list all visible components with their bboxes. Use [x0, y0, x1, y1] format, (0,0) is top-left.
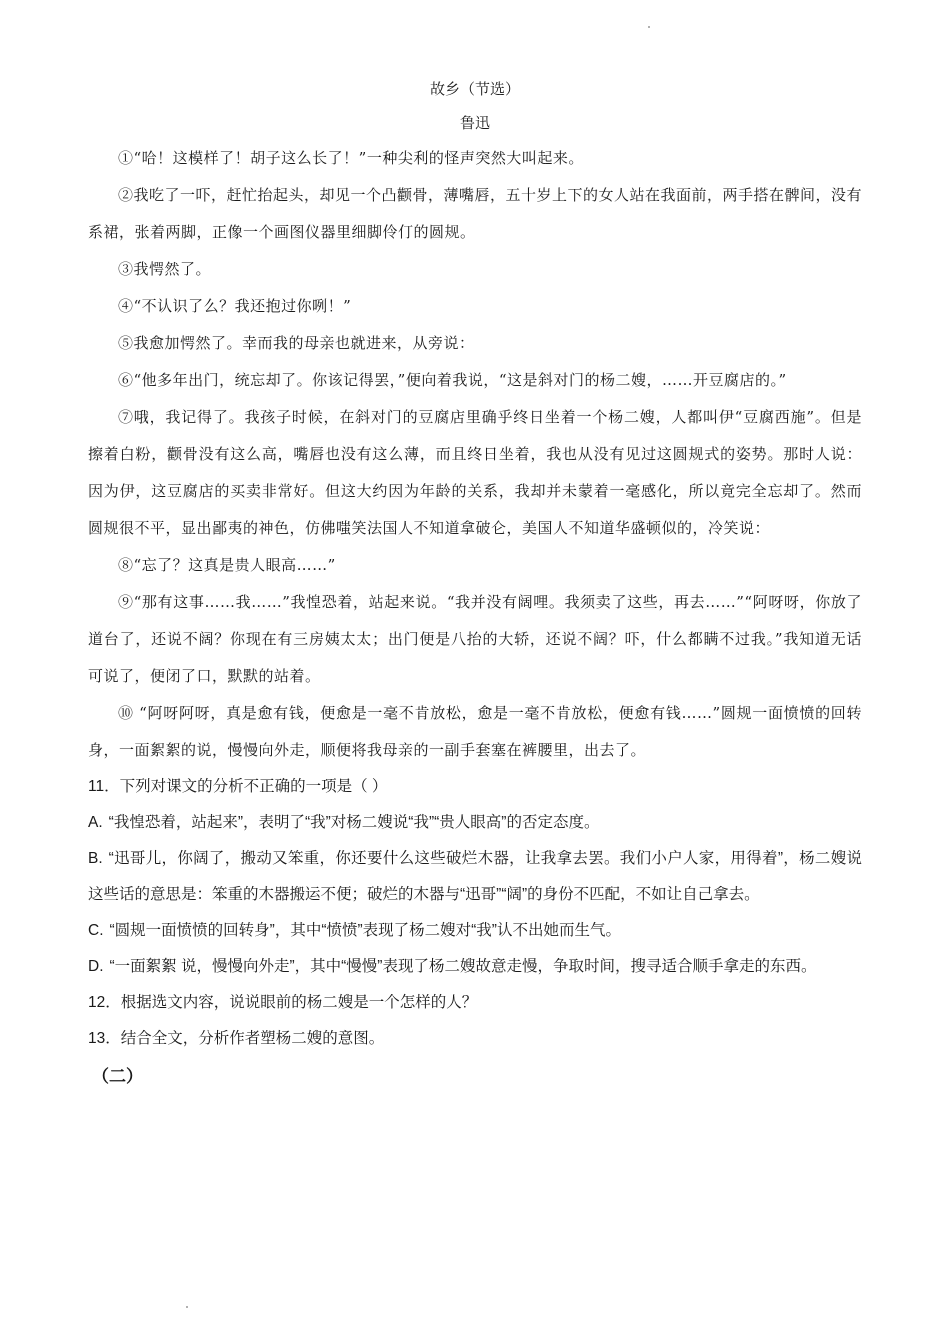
- option-label: A.: [88, 814, 103, 831]
- paragraph-7: ⑦哦，我记得了。我孩子时候，在斜对门的豆腐店里确乎终日坐着一个杨二嫂，人都叫伊“豆腐西施”。但是擦着白粉，颧骨没有这么高，嘴唇也没有这么薄，而且终日坐着，我也从没有见过这圆规式的姿势。那时人说：因为伊，这豆腐店的买卖非常好。但这大约因为年龄的关系，我却并未蒙着一毫感化，所以竟完全忘却了。然而圆规很不平，显出鄙夷的神色，仿佛嗤笑法国人不知道拿破仑，美国人不知道华盛顿似的，冷笑说：: [88, 408, 862, 537]
- option-text: “圆规一面愤愤的回转身”，其中“愤愤”表现了杨二嫂对“我”认不出她而生气。: [109, 922, 621, 939]
- paragraph-6: ⑥“他多年出门，统忘却了。你该记得罢，”便向着我说，“这是斜对门的杨二嫂，……开豆腐店的。”: [118, 371, 787, 389]
- document-page: [88, 78, 862, 1097]
- paragraph-5: ⑤我愈加愕然了。幸而我的母亲也就进来，从旁说：: [118, 334, 475, 352]
- question-12: 12．根据选文内容，说说眼前的杨二嫂是一个怎样的人？: [88, 994, 478, 1011]
- paragraph-8: ⑧“忘了？这真是贵人眼高……”: [118, 556, 336, 574]
- option-label: B.: [88, 850, 103, 867]
- section-heading: （二）: [92, 1067, 143, 1086]
- question-11-stem: 11．下列对课文的分析不正确的一项是（ ）: [88, 778, 388, 795]
- paragraph-9: ⑨“那有这事……我……”我惶恐着，站起来说。“我并没有阔哩。我须卖了这些，再去……”“阿呀呀，你放了道台了，还说不阔？你现在有三房姨太太；出门便是八抬的大轿，还说不阔？吓，什么都瞒不过我。”我知道无话可说了，便闭了口，默默的站着。: [88, 593, 862, 685]
- option-text: “迅哥儿，你阔了，搬动又笨重，你还要什么这些破烂木器，让我拿去罢。我们小户人家，用得着”，杨二嫂说这些话的意思是：笨重的木器搬运不便；破烂的木器与“迅哥”“阔”的身份不匹配，不如让自己拿去。: [88, 850, 862, 903]
- article-author: 鲁迅: [459, 114, 490, 132]
- article-title: 故乡（节选）: [429, 80, 520, 98]
- paragraph-10: ⑩ “阿呀阿呀，真是愈有钱，便愈是一毫不肯放松，愈是一毫不肯放松，便愈有钱……”圆规一面愤愤的回转身，一面絮絮的说，慢慢向外走，顺便将我母亲的一副手套塞在裤腰里，出去了。: [88, 704, 862, 759]
- decorative-dot-top: [648, 26, 650, 28]
- option-text: “一面絮絮 说，慢慢向外走”，其中“慢慢”表现了杨二嫂故意走慢，争取时间，搜寻适合顺手拿走的东西。: [109, 958, 817, 975]
- paragraph-3: ③我愕然了。: [118, 260, 212, 278]
- questions: [88, 769, 862, 1057]
- option-text: “我惶恐着，站起来”，表明了“我”对杨二嫂说“我”“贵人眼高”的否定态度。: [108, 814, 600, 831]
- question-13: 13．结合全文，分析作者塑杨二嫂的意图。: [88, 1030, 385, 1047]
- paragraph-1: ①“哈！这模样了！胡子这么长了！”一种尖利的怪声突然大叫起来。: [118, 149, 584, 167]
- paragraph-4: ④“不认识了么？我还抱过你咧！”: [118, 297, 352, 315]
- option-label: C.: [88, 922, 104, 939]
- decorative-dot-bottom: [186, 1306, 188, 1308]
- question-11-option-c: [88, 913, 862, 949]
- question-11-option-a: [88, 805, 862, 841]
- question-11-option-b: [88, 841, 862, 913]
- paragraph-2: ②我吃了一吓，赶忙抬起头，却见一个凸颧骨，薄嘴唇，五十岁上下的女人站在我面前，两手搭在髀间，没有系裙，张着两脚，正像一个画图仪器里细脚伶仃的圆规。: [88, 186, 863, 241]
- question-11-option-d: [88, 949, 862, 985]
- article-body: [88, 140, 862, 769]
- option-label: D.: [88, 958, 104, 975]
